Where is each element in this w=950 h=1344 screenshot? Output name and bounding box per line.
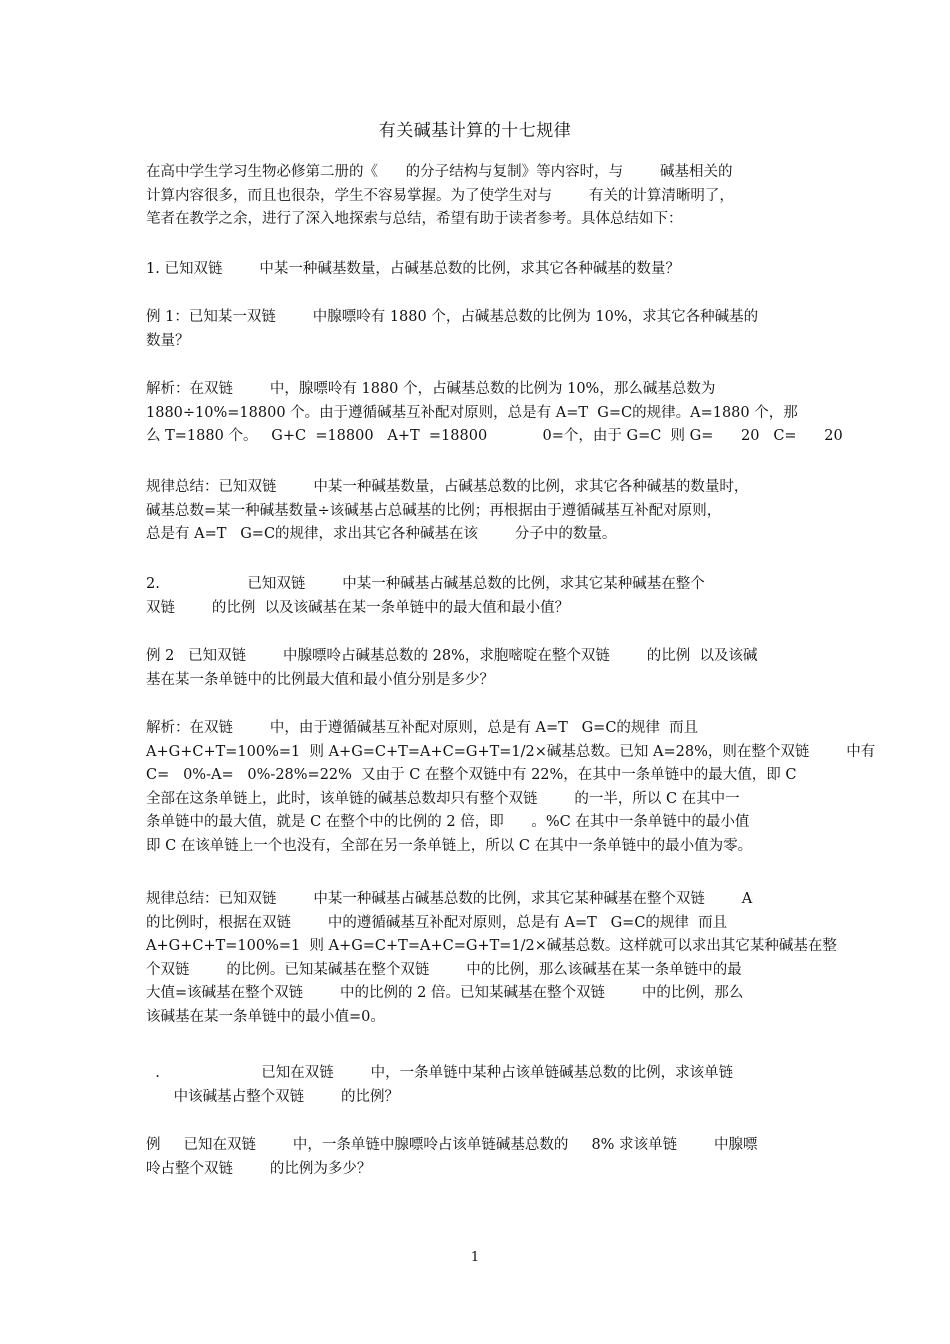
- text-line: 解析：在双链 中，由于遵循碱基互补配对原则，总是有 A=T G=C的规律 而且: [146, 720, 699, 736]
- rule3-heading: [146, 1062, 814, 1109]
- text-line: 总是有 A=T G=C的规律，求出其它各种碱基在该 分子中的数量。: [146, 526, 617, 542]
- example3-paragraph: [146, 1134, 814, 1181]
- example1-paragraph: [146, 306, 814, 353]
- text-line: 笔者在教学之余，进行了深入地探索与总结，希望有助于读者参考。具体总结如下：: [146, 211, 683, 227]
- text-line: 双链 的比例 以及该碱基在某一条单链中的最大值和最小值？: [146, 599, 570, 616]
- text-line: C= 0%-A= 0%-28%=22% 又由于 C 在整个双链中有 22%，在其中一条单链中的最大值，即 C: [146, 767, 797, 783]
- text-line: 例 已知在双链 中，一条单链中腺嘌呤占该单链碱基总数的 8% 求该单链 中腺嘌: [146, 1137, 758, 1153]
- text-line: 1880÷10%=18800 个。由于遵循碱基互补配对原则，总是有 A=T G=C的规律。A=1880 个，那: [146, 404, 798, 421]
- text-line: 即 C 在该单链上一个也没有，全部在另一条单链上，所以 C 在其中一条单链中的最小值为零。: [146, 837, 753, 854]
- page-number: 1: [470, 1250, 480, 1265]
- text-line: 计算内容很多，而且也很杂，学生不容易掌握。为了使学生对与 有关的计算清晰明了，: [146, 187, 734, 204]
- text-line: 规律总结：已知双链 中某一种碱基数量，占碱基总数的比例，求其它各种碱基的数量时，: [146, 479, 749, 495]
- text-line: 该碱基在某一条单链中的最小值=0。: [146, 1008, 385, 1025]
- text-line: 个双链 的比例。已知某碱基在整个双链 中的比例，那么该碱基在某一条单链中的最: [146, 961, 742, 978]
- text-line: 2. 已知双链 中某一种碱基占碱基总数的比例，求其它某种碱基在整个: [146, 576, 705, 592]
- intro-paragraph: [146, 161, 814, 232]
- text-line: 数量？: [146, 332, 190, 349]
- analysis1-paragraph: [146, 378, 843, 449]
- text-line: 全部在这条单链上，此时，该单链的碱基总数却只有整个双链 的一半，所以 C 在其中一: [146, 790, 740, 807]
- text-line: 中该碱基占整个双链 的比例？: [146, 1088, 400, 1105]
- page-title: 有关碱基计算的十七规律: [378, 121, 572, 141]
- rule1-heading: [146, 258, 814, 282]
- text-line: 大值=该碱基在整个双链 中的比例的 2 倍。已知某碱基在整个双链 中的比例，那么: [146, 985, 744, 1001]
- text-line: . 已知在双链 中，一条单链中某种占该单链碱基总数的比例，求该单链: [146, 1065, 734, 1081]
- example2-paragraph: [146, 645, 814, 692]
- text-line: 碱基总数=某一种碱基数量÷该碱基占总碱基的比例；再根据由于遵循碱基互补配对原则，: [146, 502, 722, 519]
- text-line: 基在某一条单链中的比例最大值和最小值分别是多少？: [146, 671, 494, 688]
- text-line: 解析：在双链 中，腺嘌呤有 1880 个，占碱基总数的比例为 10%，那么碱基总数为: [146, 381, 716, 397]
- text-line: 规律总结：已知双链 中某一种碱基占碱基总数的比例，求其它某种碱基在整个双链 A: [146, 891, 753, 907]
- analysis2-paragraph: [146, 717, 876, 858]
- text-line: 例 1：已知某一双链 中腺嘌呤有 1880 个，占碱基总数的比例为 10%，求其它各种碱基的: [146, 309, 759, 325]
- text-line: 的比例时，根据在双链 中的遵循碱基互补配对原则，总是有 A=T G=C的规律 而且: [146, 914, 728, 931]
- text-line: 呤占整个双链 的比例为多少？: [146, 1160, 372, 1177]
- text-line: 在高中学生学习生物必修第二册的《 的分子结构与复制》等内容时，与 碱基相关的: [146, 164, 733, 180]
- text-line: 条单链中的最大值，就是 C 在整个中的比例的 2 倍，即 。%C 在其中一条单链中的最小值: [146, 814, 750, 830]
- text-line: A+G+C+T=100%=1 则 A+G=C+T=A+C=G+T=1/2×碱基总数。已知 A=28%，则在整个双链 中有: [146, 743, 876, 760]
- text-line: A+G+C+T=100%=1 则 A+G=C+T=A+C=G+T=1/2×碱基总数。这样就可以求出其它某种碱基在整: [146, 938, 837, 954]
- text-line: 1. 已知双链 中某一种碱基数量，占碱基总数的比例，求其它各种碱基的数量？: [146, 261, 680, 277]
- text-line: 例 2 已知双链 中腺嘌呤占碱基总数的 28%，求胞嘧啶在整个双链 的比例 以及该碱: [146, 648, 758, 664]
- summary2-paragraph: [146, 888, 837, 1029]
- text-line: 么 T=1880 个。 G+C =18800 A+T =18800 0=个，由于 G=C 则 G= 20 C= 20: [146, 428, 843, 444]
- summary1-paragraph: [146, 476, 814, 547]
- rule2-heading: [146, 573, 814, 620]
